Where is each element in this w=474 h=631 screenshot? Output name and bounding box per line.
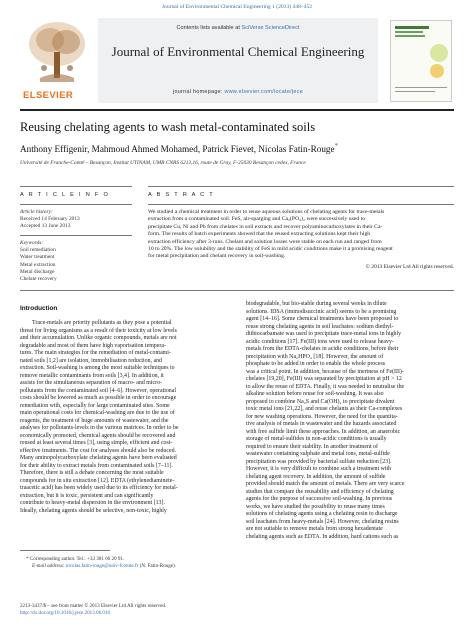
body-line: metals from the EDTA-chelates in acidic conditions, before their <box>246 346 399 352</box>
section-heading-introduction: Introduction <box>20 305 58 312</box>
body-line: toxic metal ions [21,22], and reuse chelants as their Ca-complexes <box>246 406 403 412</box>
abstract-line: extraction from a contaminated soil. FeS, air-sparging and Ca₃(PO₄)₂ were successively used to <box>148 216 366 223</box>
body-line: works, we have studied the possibility to reuse many times <box>246 503 385 510</box>
keywords-block <box>20 235 132 283</box>
article-info <box>20 190 132 283</box>
abstract-line: for metal precipitation and chelant recovery in soil-washing. <box>148 253 286 260</box>
abstract-rule-top <box>148 186 454 187</box>
abstract-line: precipitate Cu, Ni and Pb from chelates in soil extracts and recover polyaminocarboxylates in their Ca- <box>148 223 383 230</box>
body-line: analyses for pollutants-levels in the various matrices. In order to be <box>20 425 179 431</box>
body-line: studies that compare the reusability and efficiency of chelating <box>246 488 394 495</box>
abstract-line: We studied a chemical treatment in order to reuse aqueous solutions of chelating agents for trace-metals <box>148 209 385 215</box>
author-list <box>20 142 454 154</box>
body-line: for their ability to extract metals from contaminated soils [7–11]. <box>20 462 173 469</box>
body-line: remove metallic contaminants from soils [3,4]. In addition, it <box>20 372 164 379</box>
body-line: was a critical point. In addition, because of the inertness of Fe(III)- <box>246 368 404 375</box>
body-line: Trace-metals are priority pollutants as they pose a potential <box>32 320 172 326</box>
tree-logo-icon <box>20 18 94 90</box>
email-line <box>20 563 240 570</box>
contents-prefix: Contents lists available at <box>176 25 242 31</box>
keyword: Metal extraction <box>20 261 56 268</box>
body-line: chelates [19,20], Fe(III) was separated by precipitation at pH > 12 <box>246 376 402 382</box>
contents-line <box>98 25 378 31</box>
body-line: tive analysis of metals in wastewater and the hazards associated <box>246 421 397 427</box>
body-line: alkaline solution before reuse for soil-washing. It was also <box>246 391 384 397</box>
body-line: soil leachates from heavy-metals [24]. However, chelating resins <box>246 518 399 525</box>
body-line: compounds for in situ extraction [12]. EDTA (ethylenediaminete- <box>20 477 175 484</box>
body-line: Many aminopolycarboxylate chelating agents have been evaluated <box>20 455 177 461</box>
received-date: Received 14 February 2013 <box>20 216 80 223</box>
body-column-right <box>246 301 454 541</box>
body-line: biodegradable, but bio-stable during several weeks in dilute <box>246 301 387 307</box>
body-line: precipitation with Na₂HPO₄ [18]. However, the amount of <box>246 353 384 360</box>
body-line: extraction, but it is toxic, persistent and can significantly <box>20 492 154 499</box>
corresponding-author-mark[interactable]: * <box>334 142 339 150</box>
elsevier-logo <box>20 18 94 103</box>
keyword: Metal discharge <box>20 268 55 275</box>
body-line: assists for the simultaneous separation of macro- and micro- <box>20 380 162 386</box>
body-line: dithiocarbamate was used to precipitate trace-metal ions in highly <box>246 331 402 337</box>
homepage-link[interactable]: www.elsevier.com/locate/jece <box>224 89 304 95</box>
issn-doi-block <box>20 603 320 616</box>
running-head[interactable]: Journal of Environmental Chemical Engineering 1 (2013) 448–452 <box>161 4 313 10</box>
body-line: remediation with, especially for large contaminated sites. Some <box>20 402 170 409</box>
info-rule-top <box>20 186 132 187</box>
body-line: costs should be lowered as much as possible in order to encourage <box>20 395 177 401</box>
email-label: E-mail address: <box>32 562 66 569</box>
body-line: Therefore, there is still a debate concerning the most suitable <box>20 470 164 476</box>
body-line: proposed to combine Na₂S and Ca(OH)₂ to precipitate divalent <box>246 398 395 405</box>
body-line: chelating agents such as EDTA. In addition, hard cations such as <box>246 533 399 540</box>
journal-title: Journal of Environmental Chemical Engineering <box>111 44 365 59</box>
body-line: effective treatments. The cost for analyses should also be reduced. <box>20 447 176 454</box>
body-line: tures. The main strategies for the remediation of metal-contami- <box>20 350 171 356</box>
body-line: storage of metal-sulfides in non-acidic conditions is usually <box>246 436 387 442</box>
body-line: threat for living organisms as a result of their toxicity at low levels <box>20 327 177 334</box>
body-line: contribute to heavy-metal dispersion in the environment [13]. <box>20 500 165 506</box>
abstract-line: extraction efficiency after 3-runs. Chelant and solution losses were stable on each run and ranged from <box>148 238 382 245</box>
abstract-line: form. The results of batch experiments showed that the reused extracting solutions kept their high <box>148 231 371 238</box>
body-line: reused at least several times [3], using simple, efficient and cost- <box>20 440 173 446</box>
corresponding-author-note: * Corresponding author. Tel.: +33 381 66 20 91. <box>26 556 125 562</box>
body-line: solutions. IDSA (iminodisuccinic acid) seems to be a promising <box>246 308 397 315</box>
body-line: provided should match the amount of metals. There are very scarce <box>246 481 405 487</box>
body-line: degradable and most of them have high vaporisation tempera- <box>20 342 166 349</box>
authors: Anthony Effigenir, Mahmoud Ahmed Mohamed, Patrick Fievet, Nicolas Fatin-Rouge <box>20 144 335 155</box>
body-line: reuse strong chelating agents in soil leachates: sodium diethyl- <box>246 323 394 330</box>
body-line: pollutants from the contaminated soil [4–6]. However, operational <box>20 387 176 394</box>
copyright: © 2013 Elsevier Ltd All rights reserved. <box>365 263 454 270</box>
body-line: wastewater containing sulphate and metal ions, metal-sulfide <box>246 451 390 457</box>
history-label: Article history: <box>20 209 53 215</box>
doi-link[interactable]: http://dx.doi.org/10.1016/j.jece.2013.06.010 <box>20 609 111 616</box>
body-line: solutions of chelating agents using a chelating resin to discharge <box>246 511 398 517</box>
article-title: Reusing chelating agents to wash metal-contaminated soils <box>20 120 316 134</box>
footnotes <box>20 556 240 569</box>
body-line: reagents, the treatment of huge amounts of wastewater, and the <box>20 417 169 424</box>
issn-line: 2213-3437/$ – see front matter © 2013 Elsevier Ltd All rights reserved. <box>20 603 167 609</box>
journal-cover-thumbnail <box>390 20 452 102</box>
article-info-heading: A R T I C L E I N F O <box>20 192 110 198</box>
body-line: nated soils [1,2] are isolation, immobilisation reduction, and <box>20 357 163 364</box>
body-line: agent [14–16]. Some chemical treatments have been proposed to <box>246 316 399 322</box>
body-line: main operational costs for chemical-washing are due to the use of <box>20 410 175 416</box>
body-line: extraction. Soil-washing is among the most suitable techniques to <box>20 365 175 371</box>
body-line: However, it is very difficult to combine such a treatment with <box>246 466 392 472</box>
body-line: chelating agent recovery. In addition, the amount of sulfide <box>246 473 386 480</box>
journal-info-box <box>98 18 378 103</box>
keywords-label: Keywords: <box>20 240 44 247</box>
journal-banner <box>20 18 454 103</box>
article-history <box>20 204 132 230</box>
keyword: Soil remediation <box>20 247 56 254</box>
journal-homepage <box>98 89 378 95</box>
body-line: for new washing operations. However, the need for the quantita- <box>246 413 398 420</box>
email-link[interactable]: nicolas.fatin-rouge@univ-fcomte.fr <box>65 562 139 569</box>
body-column-left <box>20 320 227 515</box>
publisher-name: ELSEVIER <box>23 90 74 101</box>
body-line: to allow the reuse of EDTA. Finally, it was needed to neutralise the <box>246 383 405 390</box>
body-line: agents for the purpose of successive soil-washing. In previous <box>246 496 393 502</box>
body-line: required to ensure their stability. In another treatment of <box>246 443 378 450</box>
abstract-rule-bottom <box>20 290 454 291</box>
body-line: and their accumulation. Unlike organic compounds, metals are not <box>20 335 177 341</box>
body-line: precipitation was provided by bacterial sulfate reduction [23]. <box>246 458 392 465</box>
body-line: with free sulfide limit these approaches. In addition, an anaerobic <box>246 428 401 435</box>
body-line: acidic conditions [17]. Fe(III) ions were used to release heavy- <box>246 338 394 345</box>
body-line: traacetic acid) has been widely used due to its efficiency for metal- <box>20 485 178 491</box>
abstract <box>148 190 454 270</box>
body-line: economically promoted, chemical agents should be recovered and <box>20 432 176 439</box>
homepage-prefix: journal homepage: <box>172 89 225 95</box>
footnote-rule <box>20 550 110 551</box>
body-line: Ideally, chelating agents should be selective, non-toxic, highly <box>20 507 167 514</box>
keyword: Chelate recovery <box>20 275 57 282</box>
cover-image-icon <box>391 21 451 101</box>
keyword: Water treatment <box>20 254 55 261</box>
header-rule <box>20 109 454 111</box>
affiliation: Université de Franche-Comté – Besançon, Institut UTINAM, UMR CNRS 6213,16, route de Gray, F-25030 Besançon cedex, France <box>20 160 306 166</box>
email-suffix: (N. Fatin-Rouge). <box>138 562 177 569</box>
body-line: phosphate to be added in order to enable the whole process <box>246 361 386 367</box>
accepted-date: Accepted 13 June 2013 <box>20 223 71 230</box>
abstract-heading: A B S T R A C T <box>148 192 215 198</box>
body-line: are not suitable to remove metals from strong hexadentate <box>246 526 383 532</box>
abstract-line: 10 to 20%. The low solubility and the stability of FeS in mild acidic conditions make it a promising reagent <box>148 246 393 253</box>
sciencedirect-link[interactable]: SciVerse ScienceDirect <box>241 25 300 31</box>
abstract-body <box>148 204 454 270</box>
